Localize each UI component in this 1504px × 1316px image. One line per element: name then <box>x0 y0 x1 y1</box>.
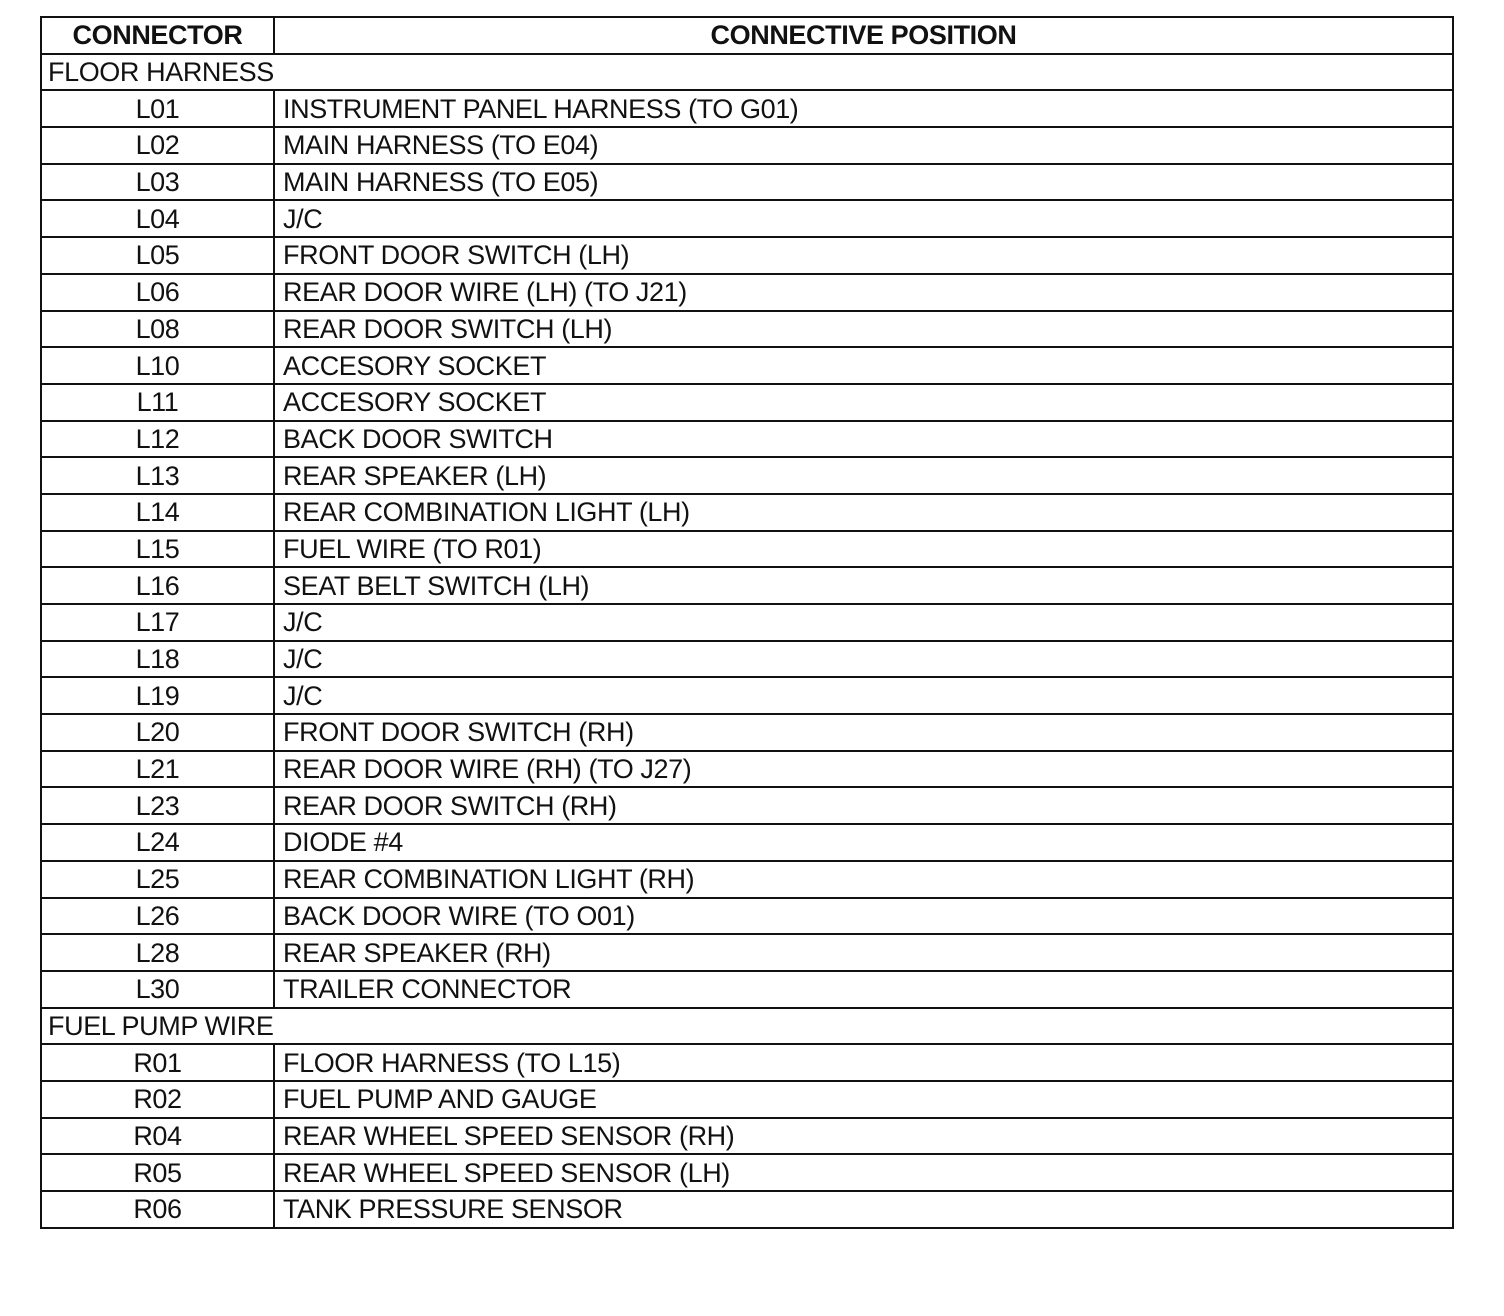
connector-code: L08 <box>41 311 274 348</box>
table-row <box>41 494 1453 531</box>
connector-code: L14 <box>41 494 274 531</box>
connective-position: ACCESORY SOCKET <box>274 384 1453 421</box>
table-row <box>41 347 1453 384</box>
connector-code: L16 <box>41 567 274 604</box>
table-row <box>41 1081 1453 1118</box>
section-title: FUEL PUMP WIRE <box>41 1008 1453 1045</box>
table-row <box>41 787 1453 824</box>
connective-position: ACCESORY SOCKET <box>274 347 1453 384</box>
connective-position: REAR COMBINATION LIGHT (RH) <box>274 861 1453 898</box>
connective-position: BACK DOOR WIRE (TO O01) <box>274 898 1453 935</box>
table-row <box>41 127 1453 164</box>
connector-code: L20 <box>41 714 274 751</box>
connective-position: REAR DOOR SWITCH (RH) <box>274 787 1453 824</box>
table-row <box>41 824 1453 861</box>
section-row <box>41 1008 1453 1045</box>
table-row <box>41 861 1453 898</box>
connector-code: L04 <box>41 200 274 237</box>
connective-position: DIODE #4 <box>274 824 1453 861</box>
table-row <box>41 567 1453 604</box>
connective-position: REAR DOOR WIRE (RH) (TO J27) <box>274 751 1453 788</box>
connector-code: L21 <box>41 751 274 788</box>
connective-position: FRONT DOOR SWITCH (LH) <box>274 237 1453 274</box>
table-row <box>41 898 1453 935</box>
connective-position: J/C <box>274 641 1453 678</box>
connective-position: REAR DOOR SWITCH (LH) <box>274 311 1453 348</box>
connector-code: L30 <box>41 971 274 1008</box>
connector-code: L02 <box>41 127 274 164</box>
table-row <box>41 1191 1453 1228</box>
connective-position: MAIN HARNESS (TO E04) <box>274 127 1453 164</box>
connective-position: REAR DOOR WIRE (LH) (TO J21) <box>274 274 1453 311</box>
connector-code: R02 <box>41 1081 274 1118</box>
connective-position: FUEL PUMP AND GAUGE <box>274 1081 1453 1118</box>
connector-code: L13 <box>41 457 274 494</box>
table-row <box>41 164 1453 201</box>
connector-code: R01 <box>41 1044 274 1081</box>
table-row <box>41 641 1453 678</box>
connector-code: L17 <box>41 604 274 641</box>
connective-position: REAR WHEEL SPEED SENSOR (LH) <box>274 1154 1453 1191</box>
connective-position: BACK DOOR SWITCH <box>274 421 1453 458</box>
section-title: FLOOR HARNESS <box>41 54 1453 91</box>
table-row <box>41 274 1453 311</box>
connector-code: L24 <box>41 824 274 861</box>
connector-code: L23 <box>41 787 274 824</box>
connective-position: TANK PRESSURE SENSOR <box>274 1191 1453 1228</box>
table-row <box>41 1154 1453 1191</box>
connective-position: FRONT DOOR SWITCH (RH) <box>274 714 1453 751</box>
connector-code: R06 <box>41 1191 274 1228</box>
header-row <box>41 17 1453 54</box>
connector-code: R05 <box>41 1154 274 1191</box>
table-row <box>41 1044 1453 1081</box>
connector-code: L01 <box>41 90 274 127</box>
connective-position: REAR SPEAKER (RH) <box>274 934 1453 971</box>
connector-table <box>40 16 1454 1229</box>
connector-code: L26 <box>41 898 274 935</box>
table-row <box>41 934 1453 971</box>
connective-position: FUEL WIRE (TO R01) <box>274 531 1453 568</box>
table-row <box>41 237 1453 274</box>
table-row <box>41 714 1453 751</box>
connector-code: L15 <box>41 531 274 568</box>
connective-position: REAR SPEAKER (LH) <box>274 457 1453 494</box>
table-row <box>41 311 1453 348</box>
connector-code: L28 <box>41 934 274 971</box>
connective-position: INSTRUMENT PANEL HARNESS (TO G01) <box>274 90 1453 127</box>
connective-position: J/C <box>274 604 1453 641</box>
connector-code: L19 <box>41 677 274 714</box>
table-row <box>41 200 1453 237</box>
table-row <box>41 1118 1453 1155</box>
connector-code: L03 <box>41 164 274 201</box>
connector-column-header: CONNECTOR <box>41 17 274 54</box>
connective-position: TRAILER CONNECTOR <box>274 971 1453 1008</box>
connective-position: J/C <box>274 677 1453 714</box>
connective-position: REAR WHEEL SPEED SENSOR (RH) <box>274 1118 1453 1155</box>
connector-code: L10 <box>41 347 274 384</box>
table-body <box>41 54 1453 1228</box>
table-row <box>41 604 1453 641</box>
connective-position: SEAT BELT SWITCH (LH) <box>274 567 1453 604</box>
table-row <box>41 457 1453 494</box>
section-row <box>41 54 1453 91</box>
connective-position: J/C <box>274 200 1453 237</box>
connector-code: L05 <box>41 237 274 274</box>
position-column-header: CONNECTIVE POSITION <box>274 17 1453 54</box>
table-row <box>41 971 1453 1008</box>
connector-code: L18 <box>41 641 274 678</box>
connector-code: L11 <box>41 384 274 421</box>
table-row <box>41 384 1453 421</box>
connector-code: L06 <box>41 274 274 311</box>
table-row <box>41 751 1453 788</box>
table-row <box>41 90 1453 127</box>
table-row <box>41 531 1453 568</box>
connector-code: L12 <box>41 421 274 458</box>
connector-code: R04 <box>41 1118 274 1155</box>
table-row <box>41 421 1453 458</box>
table-row <box>41 677 1453 714</box>
connector-code: L25 <box>41 861 274 898</box>
connective-position: FLOOR HARNESS (TO L15) <box>274 1044 1453 1081</box>
connective-position: REAR COMBINATION LIGHT (LH) <box>274 494 1453 531</box>
connective-position: MAIN HARNESS (TO E05) <box>274 164 1453 201</box>
